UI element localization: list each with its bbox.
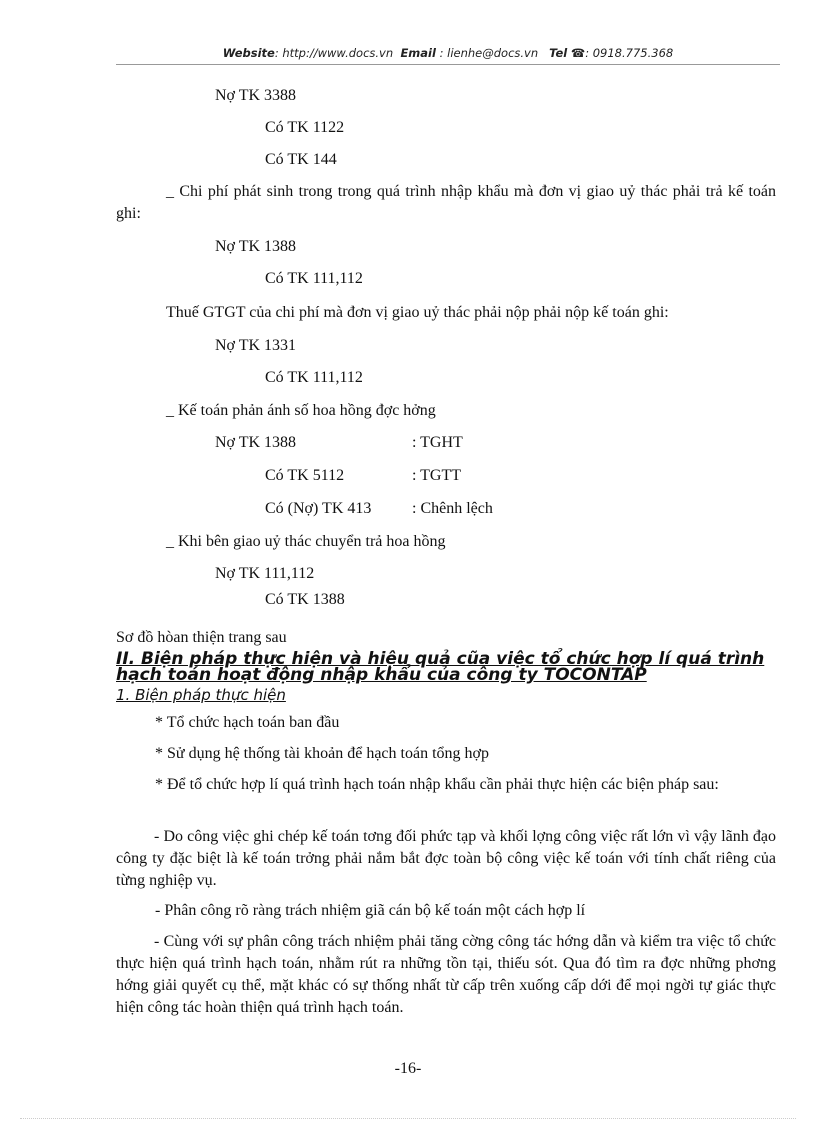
entry-line: Có TK 1388 [265,591,345,608]
subsection-heading: 1. Biện pháp thực hiện [116,686,286,704]
tel-value: : 0918.775.368 [585,46,674,60]
paragraph: * Để tổ chức hợp lí quá trình hạch toán nhập khẩu cần phải thực hiện các biện pháp sau: [155,776,719,793]
entry-line: Có (Nợ) TK 413 [265,500,372,517]
paragraph: _ Kế toán phản ánh số hoa hồng đợc hởng [166,402,436,419]
paragraph: - Cùng với sự phân công trách nhiệm phải tăng cờng công tác hớng dẫn và kiểm tra việc tổ chức thực hiện quá trình hạch toán, nhằm rút ra những tồn tại, thiếu sót. Qua đó tìm ra đợc những phơng hớng giải quyết cụ thể, mặt khác có sự thống nhất từ cấp trên xuống cấp dới để mọi ngời tự giác thực hiện công tác hoàn thiện quá trình hạch toán. [116,933,776,1016]
bullet-item: * Sử dụng hệ thống tài khoản để hạch toán tổng hợp [155,745,489,762]
email-label: Email [400,46,436,60]
entry-line: Nợ TK 3388 [215,87,297,104]
section-heading: II. Biện pháp thực hiện và hiệu quả cũa việc tổ chức hợp lí quá trình hạch toán hoạt động nhập khẩu của công ty TOCONTAP [116,649,765,685]
entry-line: Có TK 111,112 [265,270,363,287]
email-value: : lienhe@docs.vn [435,46,539,60]
page-bottom-border [20,1118,796,1119]
tel-label: Tel [549,46,568,60]
entry-note: : TGHT [412,434,463,451]
paragraph: _ Chi phí phát sinh trong trong quá trình nhập khẩu mà đơn vị giao uỷ thác phải trả kế toán ghi: [116,183,776,222]
entry-note: : Chênh lệch [412,500,493,517]
entry-line: Có TK 1122 [265,119,345,136]
entry-note: : TGTT [412,467,462,484]
entry-line: Có TK 111,112 [265,369,363,386]
website-value: : http://www.docs.vn [274,46,394,60]
entry-line: Có TK 144 [265,151,337,168]
bullet-item: * Tổ chức hạch toán ban đầu [155,714,340,731]
paragraph: - Do công việc ghi chép kế toán tơng đối phức tạp và khối lợng công việc rất lớn vì vậy lãnh đạo công ty đặc biệt là kế toán trởng phải nắm bắt đợc toàn bộ công việc kế toán với tính chất riêng của từng nghiệp vụ. [116,828,776,889]
paragraph: - Phân công rõ ràng trách nhiệm giã cán bộ kế toán một cách hợp lí [155,902,586,919]
phone-icon: ☎ [570,46,586,60]
page-number: -16- [394,1060,422,1077]
entry-line: Nợ TK 1388 [215,238,297,255]
entry-line: Có TK 5112 [265,467,345,484]
header-rule [116,64,780,65]
page-header [116,46,780,60]
paragraph: Thuế GTGT của chi phí mà đơn vị giao uỷ thác phải nộp phải nộp kế toán ghi: [166,304,669,321]
entry-line: Nợ TK 1331 [215,337,297,354]
website-label: Website [222,46,275,60]
entry-line: Nợ TK 111,112 [215,565,315,582]
entry-line: Nợ TK 1388 [215,434,297,451]
paragraph: Sơ đồ hòan thiện trang sau [116,629,287,646]
paragraph: _ Khi bên giao uỷ thác chuyển trả hoa hồng [166,533,446,550]
